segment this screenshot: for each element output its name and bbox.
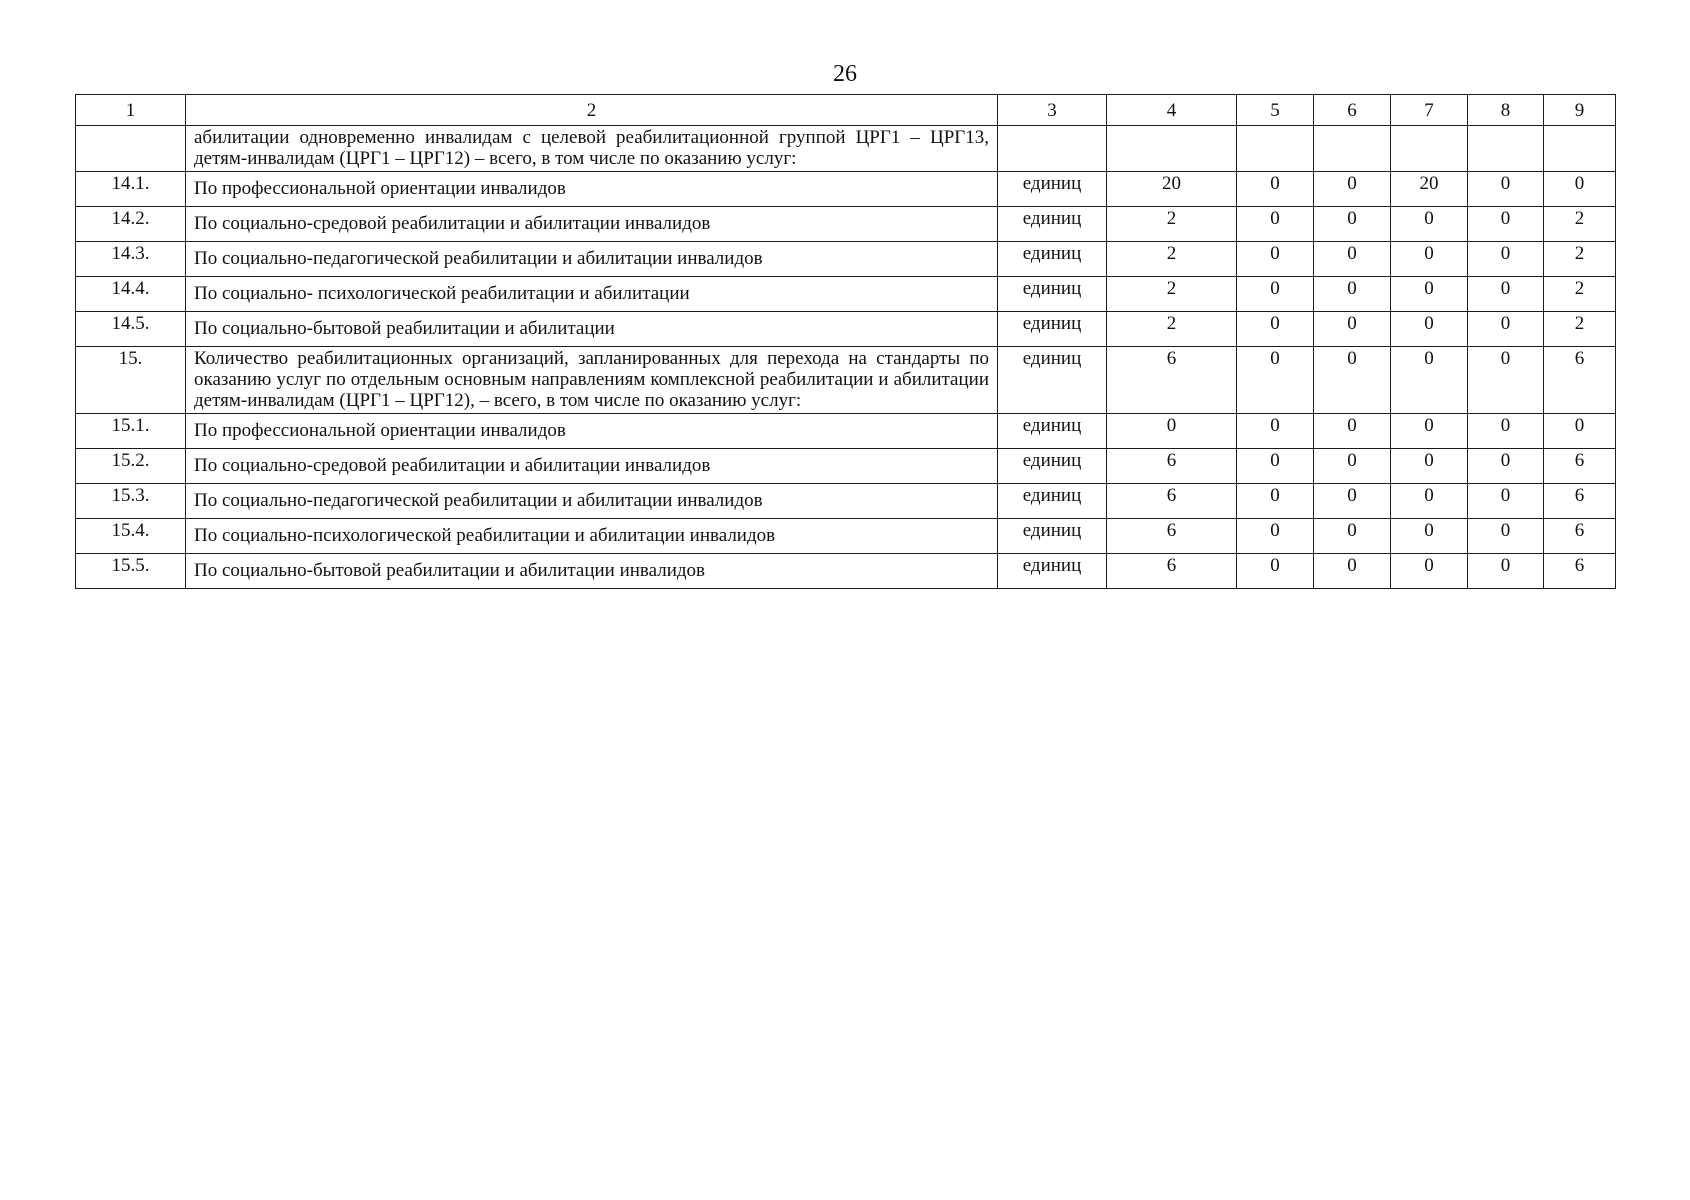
row-value: 2 (1544, 312, 1616, 347)
table-row (76, 242, 1616, 277)
row-value: 0 (1314, 519, 1391, 554)
row-description: По социально-педагогической реабилитации и абилитации инвалидов (186, 484, 998, 519)
header-row (76, 95, 1616, 126)
row-unit: единиц (998, 242, 1107, 277)
column-header: 7 (1391, 95, 1468, 126)
row-number: 14.5. (76, 312, 186, 347)
row-value: 0 (1314, 277, 1391, 312)
table-row (76, 554, 1616, 589)
column-header: 1 (76, 95, 186, 126)
row-value: 0 (1237, 484, 1314, 519)
row-value: 20 (1391, 172, 1468, 207)
row-value: 0 (1237, 554, 1314, 589)
table-row (76, 414, 1616, 449)
row-value: 0 (1391, 449, 1468, 484)
row-number: 14.3. (76, 242, 186, 277)
row-value: 0 (1468, 347, 1544, 414)
row-value: 2 (1107, 242, 1237, 277)
row-value: 0 (1391, 207, 1468, 242)
row-value: 0 (1237, 277, 1314, 312)
row-value (1544, 126, 1616, 172)
row-value: 0 (1314, 554, 1391, 589)
table-row (76, 126, 1616, 172)
row-unit: единиц (998, 414, 1107, 449)
table-row (76, 172, 1616, 207)
row-value: 0 (1237, 519, 1314, 554)
row-value: 0 (1237, 207, 1314, 242)
row-value: 0 (1391, 242, 1468, 277)
row-description: По социально- психологической реабилитации и абилитации (186, 277, 998, 312)
row-description: По социально-средовой реабилитации и абилитации инвалидов (186, 207, 998, 242)
row-unit: единиц (998, 207, 1107, 242)
table-row (76, 484, 1616, 519)
row-value: 2 (1544, 277, 1616, 312)
row-description: По социально-бытовой реабилитации и абилитации инвалидов (186, 554, 998, 589)
row-value: 0 (1391, 414, 1468, 449)
row-value: 0 (1391, 347, 1468, 414)
row-description: абилитации одновременно инвалидам с целевой реабилитационной группой ЦРГ1 – ЦРГ13, детям-инвалидам (ЦРГ1 – ЦРГ12) – всего, в том числе по оказанию услуг: (186, 126, 998, 172)
row-value: 0 (1468, 554, 1544, 589)
column-header: 2 (186, 95, 998, 126)
row-value: 2 (1544, 242, 1616, 277)
table-row (76, 519, 1616, 554)
row-value: 6 (1107, 519, 1237, 554)
row-value: 6 (1544, 449, 1616, 484)
row-description: По профессиональной ориентации инвалидов (186, 172, 998, 207)
row-value: 0 (1468, 207, 1544, 242)
row-value: 0 (1237, 312, 1314, 347)
row-value: 0 (1314, 484, 1391, 519)
row-value: 0 (1237, 242, 1314, 277)
table-row (76, 347, 1616, 414)
row-value: 0 (1314, 312, 1391, 347)
row-unit: единиц (998, 312, 1107, 347)
row-value: 0 (1314, 347, 1391, 414)
row-value: 0 (1391, 519, 1468, 554)
row-number: 15.1. (76, 414, 186, 449)
row-unit: единиц (998, 519, 1107, 554)
row-number: 14.2. (76, 207, 186, 242)
table-header (76, 95, 1616, 126)
row-description: По профессиональной ориентации инвалидов (186, 414, 998, 449)
row-number: 15.5. (76, 554, 186, 589)
row-value (1468, 126, 1544, 172)
row-value: 6 (1107, 449, 1237, 484)
row-value: 0 (1314, 449, 1391, 484)
row-value: 6 (1107, 554, 1237, 589)
row-value: 0 (1237, 449, 1314, 484)
row-value: 0 (1237, 172, 1314, 207)
row-number: 15.3. (76, 484, 186, 519)
row-unit: единиц (998, 277, 1107, 312)
row-unit: единиц (998, 172, 1107, 207)
row-value: 0 (1391, 554, 1468, 589)
row-value: 2 (1544, 207, 1616, 242)
row-unit: единиц (998, 484, 1107, 519)
row-value: 6 (1107, 347, 1237, 414)
row-value (1314, 126, 1391, 172)
row-value: 0 (1468, 414, 1544, 449)
row-value: 0 (1391, 312, 1468, 347)
row-number (76, 126, 186, 172)
row-number: 15. (76, 347, 186, 414)
row-value: 0 (1468, 484, 1544, 519)
row-description: По социально-педагогической реабилитации и абилитации инвалидов (186, 242, 998, 277)
row-value: 0 (1314, 414, 1391, 449)
row-value: 0 (1468, 449, 1544, 484)
row-unit: единиц (998, 449, 1107, 484)
row-value: 0 (1468, 519, 1544, 554)
row-number: 14.1. (76, 172, 186, 207)
table-row (76, 312, 1616, 347)
row-value: 6 (1544, 519, 1616, 554)
row-value (1237, 126, 1314, 172)
row-value: 0 (1544, 414, 1616, 449)
row-value: 0 (1314, 172, 1391, 207)
row-value: 0 (1468, 172, 1544, 207)
row-value: 20 (1107, 172, 1237, 207)
row-value (1107, 126, 1237, 172)
row-value (1391, 126, 1468, 172)
table-row (76, 277, 1616, 312)
row-value: 2 (1107, 207, 1237, 242)
row-unit: единиц (998, 554, 1107, 589)
row-value: 2 (1107, 277, 1237, 312)
row-unit (998, 126, 1107, 172)
column-header: 6 (1314, 95, 1391, 126)
row-value: 0 (1391, 484, 1468, 519)
table-row (76, 449, 1616, 484)
row-unit: единиц (998, 347, 1107, 414)
data-table (75, 94, 1616, 589)
row-value: 0 (1468, 277, 1544, 312)
column-header: 4 (1107, 95, 1237, 126)
row-value: 0 (1544, 172, 1616, 207)
row-value: 0 (1314, 242, 1391, 277)
row-number: 15.4. (76, 519, 186, 554)
row-value: 6 (1544, 554, 1616, 589)
row-value: 0 (1468, 312, 1544, 347)
page-number: 26 (833, 61, 857, 87)
column-header: 5 (1237, 95, 1314, 126)
column-header: 9 (1544, 95, 1616, 126)
column-header: 3 (998, 95, 1107, 126)
row-number: 15.2. (76, 449, 186, 484)
row-value: 0 (1237, 347, 1314, 414)
row-value: 6 (1107, 484, 1237, 519)
table-row (76, 207, 1616, 242)
row-value: 0 (1237, 414, 1314, 449)
table-body (76, 126, 1616, 589)
row-value: 0 (1391, 277, 1468, 312)
row-value: 0 (1107, 414, 1237, 449)
row-description: Количество реабилитационных организаций, запланированных для перехода на стандарты по оказанию услуг по отдельным основным направлениям комплексной реабилитации и абилитации детям-инвалидам (ЦРГ1 – ЦРГ12), – всего, в том числе по оказанию услуг: (186, 347, 998, 414)
row-value: 2 (1107, 312, 1237, 347)
row-description: По социально-психологической реабилитации и абилитации инвалидов (186, 519, 998, 554)
row-number: 14.4. (76, 277, 186, 312)
row-value: 6 (1544, 484, 1616, 519)
row-value: 0 (1468, 242, 1544, 277)
row-description: По социально-бытовой реабилитации и абилитации (186, 312, 998, 347)
row-value: 0 (1314, 207, 1391, 242)
column-header: 8 (1468, 95, 1544, 126)
row-description: По социально-средовой реабилитации и абилитации инвалидов (186, 449, 998, 484)
row-value: 6 (1544, 347, 1616, 414)
